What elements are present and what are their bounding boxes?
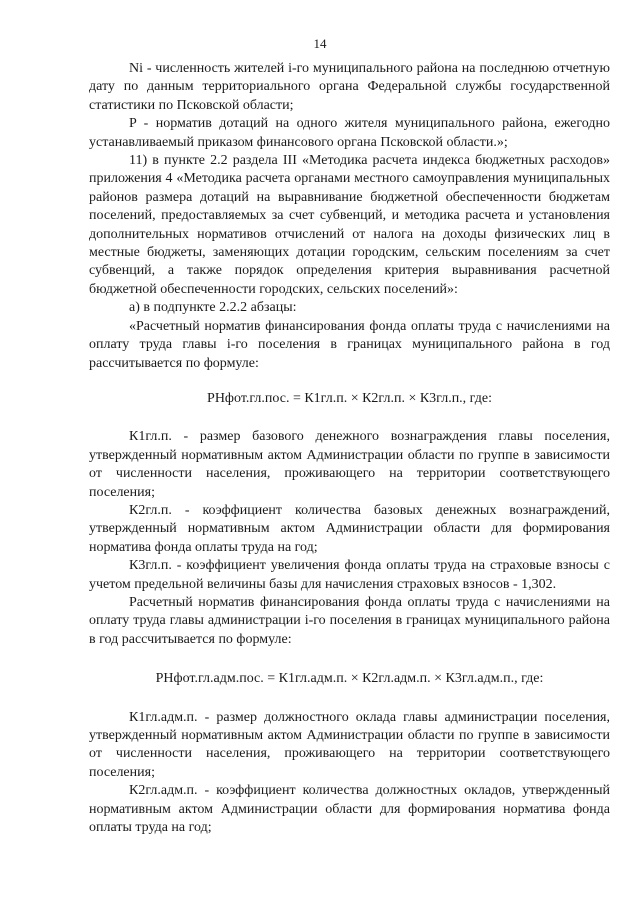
paragraph: Ni - численность жителей i-го муниципального района на последнюю отчетную дату по данным территориального органа Федеральной службы государственной статистики по Псковской области; (89, 61, 610, 113)
paragraph: 11) в пункте 2.2 раздела III «Методика расчета индекса бюджетных расходов» приложения 4 «Методика расчета органами местного самоуправления муниципальных районов размера дотаций на выравнивание бюджетной обеспеченности бюджетам поселений, предоставляемых за счет субвенций, и методика расчета и установления дополнительных нормативов отчислений от налога на доходы физических лиц в местные бюджеты, заменяющих дотации городским, сельским поселениям за счет субвенций, а также порядок определения критерия выравнивания расчетной бюджетной обеспеченности городских, сельских поселений»: (89, 153, 610, 297)
formula: РНфот.гл.пос. = К1гл.п. × К2гл.п. × К3гл.п., где: (207, 390, 492, 406)
paragraph: К3гл.п. - коэффициент увеличения фонда оплаты труда на страховые взносы с учетом предельной величины базы для начисления страховых взносов - 1,302. (89, 558, 610, 592)
document-body (89, 60, 610, 837)
paragraph: «Расчетный норматив финансирования фонда оплаты труда с начислениями на оплату труда главы i-го поселения в границах муниципального района в год рассчитывается по формуле: (89, 318, 610, 371)
paragraph: Расчетный норматив финансирования фонда оплаты труда с начислениями на оплату труда главы администрации i-го поселения в границах муниципального района в год рассчитывается по формуле: (89, 594, 610, 647)
page-number: 14 (313, 36, 327, 51)
paragraph: К2гл.п. - коэффициент количества базовых денежных вознаграждений, утвержденный нормативным актом Администрации области для формирования норматива фонда оплаты труда на год; (89, 502, 610, 555)
paragraph: а) в подпункте 2.2.2 абзацы: (129, 300, 297, 316)
paragraph: P - норматив дотаций на одного жителя муниципального района, ежегодно устанавливаемый приказом финансового органа Псковской области.»; (89, 116, 610, 150)
paragraph: К1гл.адм.п. - размер должностного оклада главы администрации поселения, утвержденный нормативным актом Администрации области по группе в зависимости от численности населения, проживающего на территории соответствующего поселения; (89, 709, 610, 780)
formula: РНфот.гл.адм.пос. = К1гл.адм.п. × К2гл.адм.п. × К3гл.адм.п., где: (155, 671, 544, 687)
paragraph: К2гл.адм.п. - коэффициент количества должностных окладов, утвержденный нормативным актом Администрации области для формирования норматива фонда оплаты труда на год; (89, 783, 610, 836)
paragraph: К1гл.п. - размер базового денежного вознаграждения главы поселения, утвержденный нормативным актом Администрации области по группе в зависимости от численности населения, проживающего на территории соответствующего поселения; (89, 429, 610, 500)
